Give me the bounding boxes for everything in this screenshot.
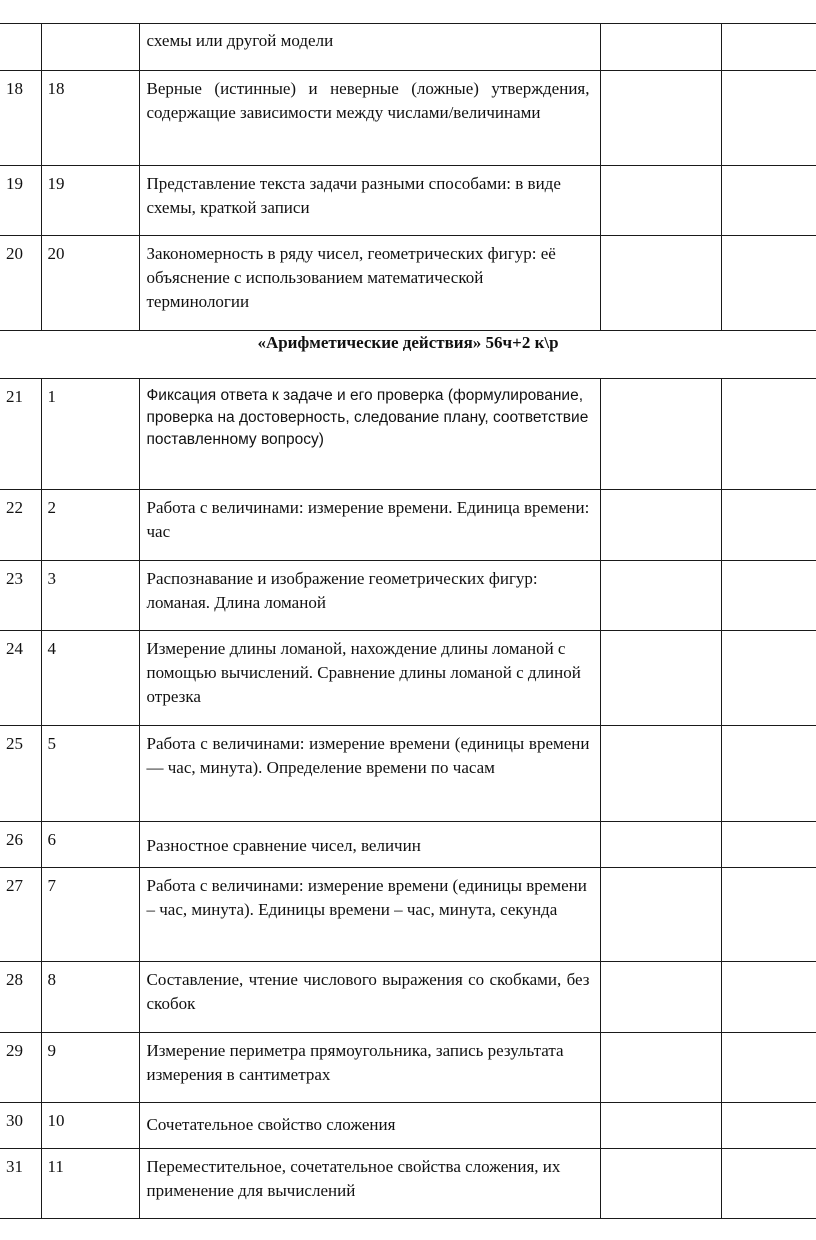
empty-cell bbox=[721, 1149, 816, 1219]
table-row bbox=[0, 71, 816, 166]
lesson-number: 2 bbox=[41, 490, 139, 561]
row-number bbox=[0, 24, 41, 71]
empty-cell bbox=[600, 1103, 721, 1149]
lesson-number: 3 bbox=[41, 561, 139, 631]
table-row bbox=[0, 236, 816, 331]
empty-cell bbox=[600, 236, 721, 331]
table-row bbox=[0, 166, 816, 236]
lesson-topic: Верные (истинные) и неверные (ложные) утверждения, содержащие зависимости между числами/величинами bbox=[139, 71, 600, 166]
row-number: 25 bbox=[0, 726, 41, 822]
empty-cell bbox=[721, 379, 816, 490]
table-row bbox=[0, 1033, 816, 1103]
empty-cell bbox=[600, 822, 721, 868]
row-number: 24 bbox=[0, 631, 41, 726]
empty-cell bbox=[721, 726, 816, 822]
empty-cell bbox=[600, 726, 721, 822]
lesson-topic: Измерение длины ломаной, нахождение длины ломаной с помощью вычислений. Сравнение длины ломаной с длиной отрезка bbox=[139, 631, 600, 726]
row-number: 21 bbox=[0, 379, 41, 490]
lesson-number: 11 bbox=[41, 1149, 139, 1219]
table-row bbox=[0, 962, 816, 1033]
section-row bbox=[0, 331, 816, 379]
empty-cell bbox=[721, 561, 816, 631]
lesson-number: 8 bbox=[41, 962, 139, 1033]
lesson-topic: Измерение периметра прямоугольника, запись результата измерения в сантиметрах bbox=[139, 1033, 600, 1103]
lesson-topic: Закономерность в ряду чисел, геометрических фигур: её объяснение с использованием математической терминологии bbox=[139, 236, 600, 331]
lesson-topic: Сочетательное свойство сложения bbox=[139, 1103, 600, 1149]
row-number: 30 bbox=[0, 1103, 41, 1149]
row-number: 20 bbox=[0, 236, 41, 331]
lesson-topic: схемы или другой модели bbox=[139, 24, 600, 71]
row-number: 27 bbox=[0, 868, 41, 962]
lesson-topic: Переместительное, сочетательное свойства сложения, их применение для вычислений bbox=[139, 1149, 600, 1219]
lesson-topic: Работа с величинами: измерение времени (единицы времени — час, минута). Определение времени по часам bbox=[139, 726, 600, 822]
table-row bbox=[0, 631, 816, 726]
empty-cell bbox=[721, 1033, 816, 1103]
lesson-number: 5 bbox=[41, 726, 139, 822]
row-number: 31 bbox=[0, 1149, 41, 1219]
row-number: 29 bbox=[0, 1033, 41, 1103]
empty-cell bbox=[600, 868, 721, 962]
lesson-number: 10 bbox=[41, 1103, 139, 1149]
row-number: 28 bbox=[0, 962, 41, 1033]
table-row bbox=[0, 24, 816, 71]
table-row bbox=[0, 1103, 816, 1149]
lesson-topic: Разностное сравнение чисел, величин bbox=[139, 822, 600, 868]
row-number: 26 bbox=[0, 822, 41, 868]
empty-cell bbox=[600, 71, 721, 166]
empty-cell bbox=[721, 24, 816, 71]
table-row bbox=[0, 379, 816, 490]
row-number: 18 bbox=[0, 71, 41, 166]
table-row bbox=[0, 1149, 816, 1219]
table-row bbox=[0, 490, 816, 561]
empty-cell bbox=[600, 379, 721, 490]
row-number: 23 bbox=[0, 561, 41, 631]
lesson-number: 6 bbox=[41, 822, 139, 868]
lesson-plan-table bbox=[0, 23, 816, 1219]
empty-cell bbox=[600, 166, 721, 236]
empty-cell bbox=[600, 24, 721, 71]
empty-cell bbox=[600, 962, 721, 1033]
lesson-number: 9 bbox=[41, 1033, 139, 1103]
empty-cell bbox=[721, 868, 816, 962]
section-title: «Арифметические действия» 56ч+2 к\р bbox=[0, 331, 816, 379]
row-number: 22 bbox=[0, 490, 41, 561]
empty-cell bbox=[721, 822, 816, 868]
table-row bbox=[0, 822, 816, 868]
lesson-topic: Работа с величинами: измерение времени. Единица времени: час bbox=[139, 490, 600, 561]
empty-cell bbox=[600, 1149, 721, 1219]
lesson-number: 18 bbox=[41, 71, 139, 166]
table-row bbox=[0, 868, 816, 962]
table-row bbox=[0, 561, 816, 631]
empty-cell bbox=[721, 1103, 816, 1149]
empty-cell bbox=[721, 236, 816, 331]
empty-cell bbox=[721, 962, 816, 1033]
lesson-number: 4 bbox=[41, 631, 139, 726]
empty-cell bbox=[600, 1033, 721, 1103]
lesson-topic: Представление текста задачи разными способами: в виде схемы, краткой записи bbox=[139, 166, 600, 236]
row-number: 19 bbox=[0, 166, 41, 236]
lesson-number bbox=[41, 24, 139, 71]
empty-cell bbox=[721, 490, 816, 561]
empty-cell bbox=[721, 631, 816, 726]
lesson-topic: Распознавание и изображение геометрических фигур: ломаная. Длина ломаной bbox=[139, 561, 600, 631]
empty-cell bbox=[600, 631, 721, 726]
lesson-topic: Фиксация ответа к задаче и его проверка (формулирование, проверка на достоверность, следование плану, соответствие поставленному вопросу) bbox=[139, 379, 600, 490]
lesson-topic: Работа с величинами: измерение времени (единицы времени – час, минута). Единицы времени – час, минута, секунда bbox=[139, 868, 600, 962]
empty-cell bbox=[600, 561, 721, 631]
lesson-number: 1 bbox=[41, 379, 139, 490]
empty-cell bbox=[721, 71, 816, 166]
lesson-number: 19 bbox=[41, 166, 139, 236]
empty-cell bbox=[600, 490, 721, 561]
lesson-number: 7 bbox=[41, 868, 139, 962]
lesson-topic: Составление, чтение числового выражения со скобками, без скобок bbox=[139, 962, 600, 1033]
lesson-number: 20 bbox=[41, 236, 139, 331]
table-row bbox=[0, 726, 816, 822]
empty-cell bbox=[721, 166, 816, 236]
